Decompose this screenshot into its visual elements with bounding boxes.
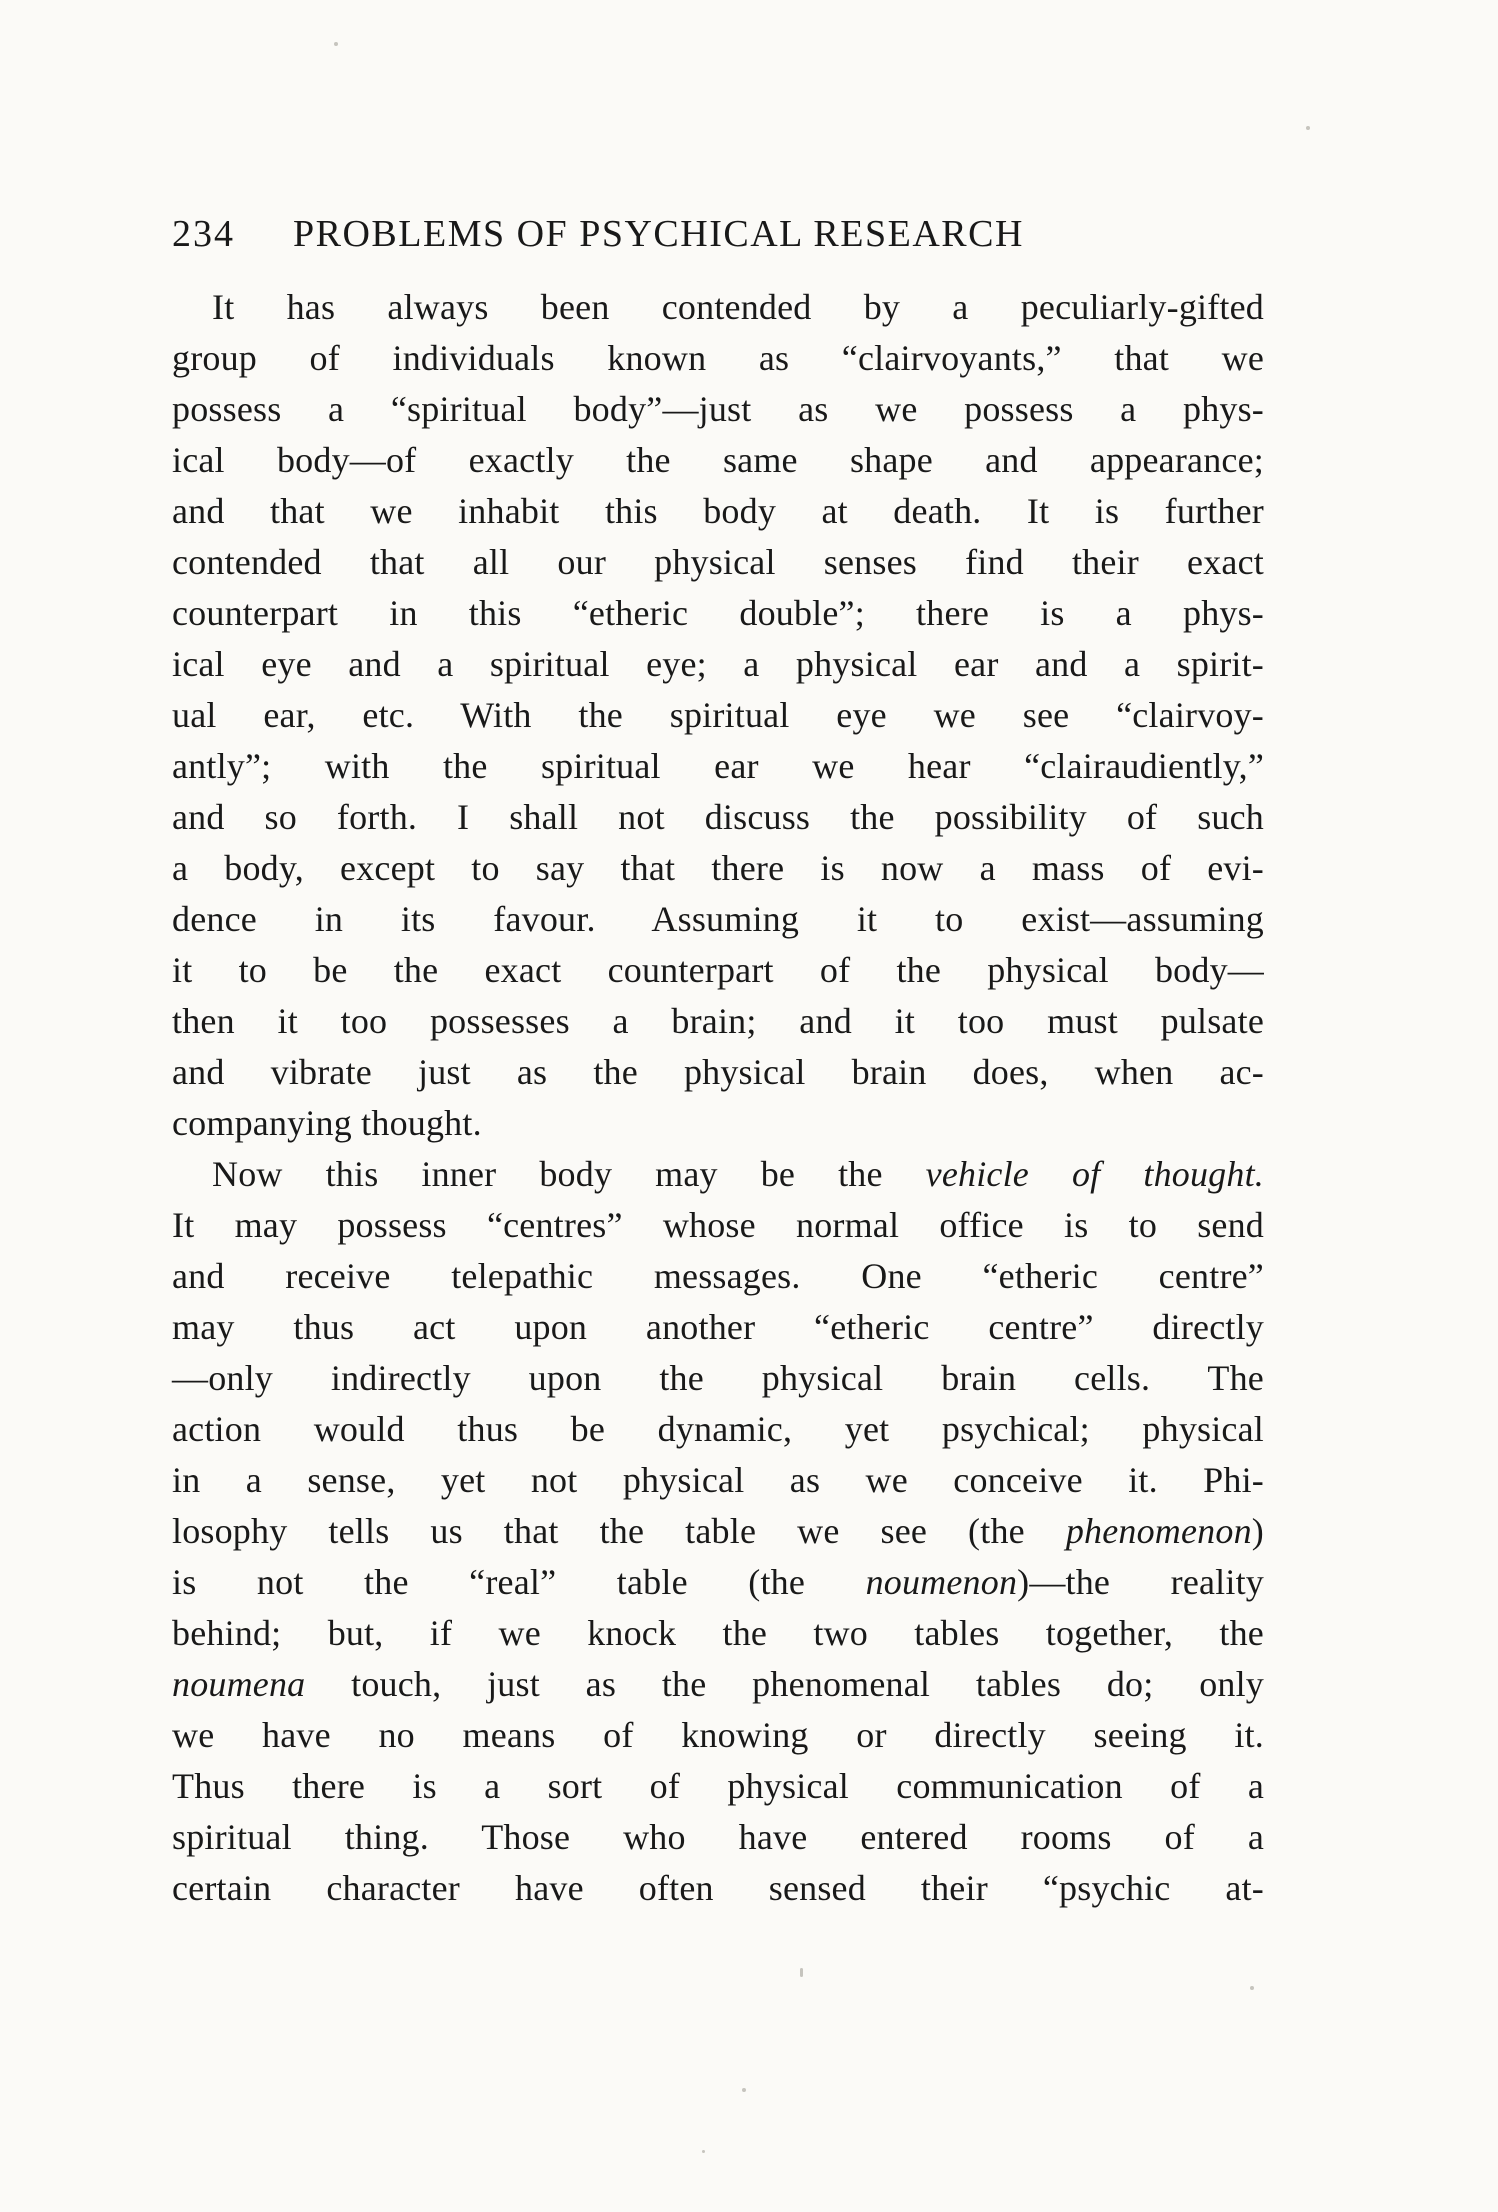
text-line <box>172 1710 1264 1761</box>
text-segment: )—the reality <box>1017 1562 1264 1602</box>
italic-text: noumena <box>172 1664 306 1704</box>
text-segment: we have no means of knowing or directly seeing it. <box>172 1715 1264 1755</box>
text-segment: losophy tells us that the table we see (the <box>172 1511 1066 1551</box>
text-segment: it to be the exact counterpart of the physical body— <box>172 950 1264 990</box>
text-segment: touch, just as the phenomenal tables do; only <box>305 1664 1264 1704</box>
text-block <box>172 212 1264 1914</box>
text-segment: ical eye and a spiritual eye; a physical ear and a spirit- <box>172 644 1264 684</box>
text-line <box>172 1302 1264 1353</box>
italic-text: phenomenon <box>1065 1511 1252 1551</box>
text-segment: It has always been contended by a peculiarly-gifted <box>212 287 1264 327</box>
text-line <box>172 843 1264 894</box>
text-segment: action would thus be dynamic, yet psychical; physical <box>172 1409 1264 1449</box>
text-segment: contended that all our physical senses find their exact <box>172 542 1264 582</box>
paragraph <box>172 282 1264 1149</box>
text-line <box>172 1098 1264 1149</box>
text-line <box>172 1863 1264 1914</box>
text-line <box>172 1404 1264 1455</box>
text-segment: dence in its favour. Assuming it to exist—assuming <box>172 899 1264 939</box>
text-segment: It may possess “centres” whose normal office is to send <box>172 1205 1264 1245</box>
text-segment: behind; but, if we knock the two tables together, the <box>172 1613 1264 1653</box>
scan-speck <box>1250 1986 1254 1990</box>
text-line <box>172 1557 1264 1608</box>
text-line <box>172 1506 1264 1557</box>
text-segment: certain character have often sensed their “psychic at- <box>172 1868 1264 1908</box>
italic-text: vehicle of thought. <box>925 1154 1264 1194</box>
text-line <box>172 435 1264 486</box>
scan-speck <box>1306 126 1310 130</box>
text-segment: then it too possesses a brain; and it too must pulsate <box>172 1001 1264 1041</box>
text-segment: and receive telepathic messages. One “etheric centre” <box>172 1256 1264 1296</box>
text-line <box>172 537 1264 588</box>
text-line <box>172 1047 1264 1098</box>
text-segment: counterpart in this “etheric double”; there is a phys- <box>172 593 1264 633</box>
text-segment: and so forth. I shall not discuss the possibility of such <box>172 797 1264 837</box>
text-line <box>172 282 1264 333</box>
scan-speck <box>334 42 338 46</box>
text-line <box>172 1761 1264 1812</box>
page-title: PROBLEMS OF PSYCHICAL RESEARCH <box>293 213 1024 255</box>
text-line <box>172 1608 1264 1659</box>
text-segment: and that we inhabit this body at death. It is further <box>172 491 1264 531</box>
running-head <box>172 212 1264 256</box>
text-segment: Thus there is a sort of physical communication of a <box>172 1766 1264 1806</box>
text-line <box>172 639 1264 690</box>
text-segment: Now this inner body may be the <box>212 1154 926 1194</box>
text-segment: and vibrate just as the physical brain does, when ac- <box>172 1052 1264 1092</box>
scan-speck <box>702 2150 705 2153</box>
text-segment: ) <box>1251 1511 1264 1551</box>
text-segment: may thus act upon another “etheric centre” directly <box>172 1307 1264 1347</box>
text-segment: antly”; with the spiritual ear we hear “clairaudiently,” <box>172 746 1264 786</box>
text-segment: group of individuals known as “clairvoyants,” that we <box>172 338 1264 378</box>
text-line <box>172 384 1264 435</box>
text-line <box>172 741 1264 792</box>
text-segment: possess a “spiritual body”—just as we possess a phys- <box>172 389 1264 429</box>
paragraph <box>172 1149 1264 1914</box>
text-line <box>172 1200 1264 1251</box>
text-line <box>172 690 1264 741</box>
text-line <box>172 894 1264 945</box>
text-segment: a body, except to say that there is now a mass of evi- <box>172 848 1264 888</box>
text-segment: in a sense, yet not physical as we conceive it. Phi- <box>172 1460 1264 1500</box>
text-line <box>172 588 1264 639</box>
text-line <box>172 1353 1264 1404</box>
text-line <box>172 1251 1264 1302</box>
text-line <box>172 792 1264 843</box>
text-line <box>172 1812 1264 1863</box>
text-segment: companying thought. <box>172 1103 482 1143</box>
text-line <box>172 1149 1264 1200</box>
text-segment: is not the “real” table (the <box>172 1562 866 1602</box>
text-segment: ical body—of exactly the same shape and appearance; <box>172 440 1264 480</box>
scan-speck <box>742 2088 746 2092</box>
text-line <box>172 945 1264 996</box>
scan-speck <box>800 1968 803 1977</box>
text-segment: —only indirectly upon the physical brain cells. The <box>172 1358 1264 1398</box>
text-segment: spiritual thing. Those who have entered rooms of a <box>172 1817 1264 1857</box>
text-line <box>172 996 1264 1047</box>
text-line <box>172 1455 1264 1506</box>
page-number: 234 <box>172 213 235 255</box>
text-segment: ual ear, etc. With the spiritual eye we see “clairvoy- <box>172 695 1264 735</box>
text-line <box>172 1659 1264 1710</box>
text-line <box>172 486 1264 537</box>
text-line <box>172 333 1264 384</box>
italic-text: noumenon <box>865 1562 1018 1602</box>
